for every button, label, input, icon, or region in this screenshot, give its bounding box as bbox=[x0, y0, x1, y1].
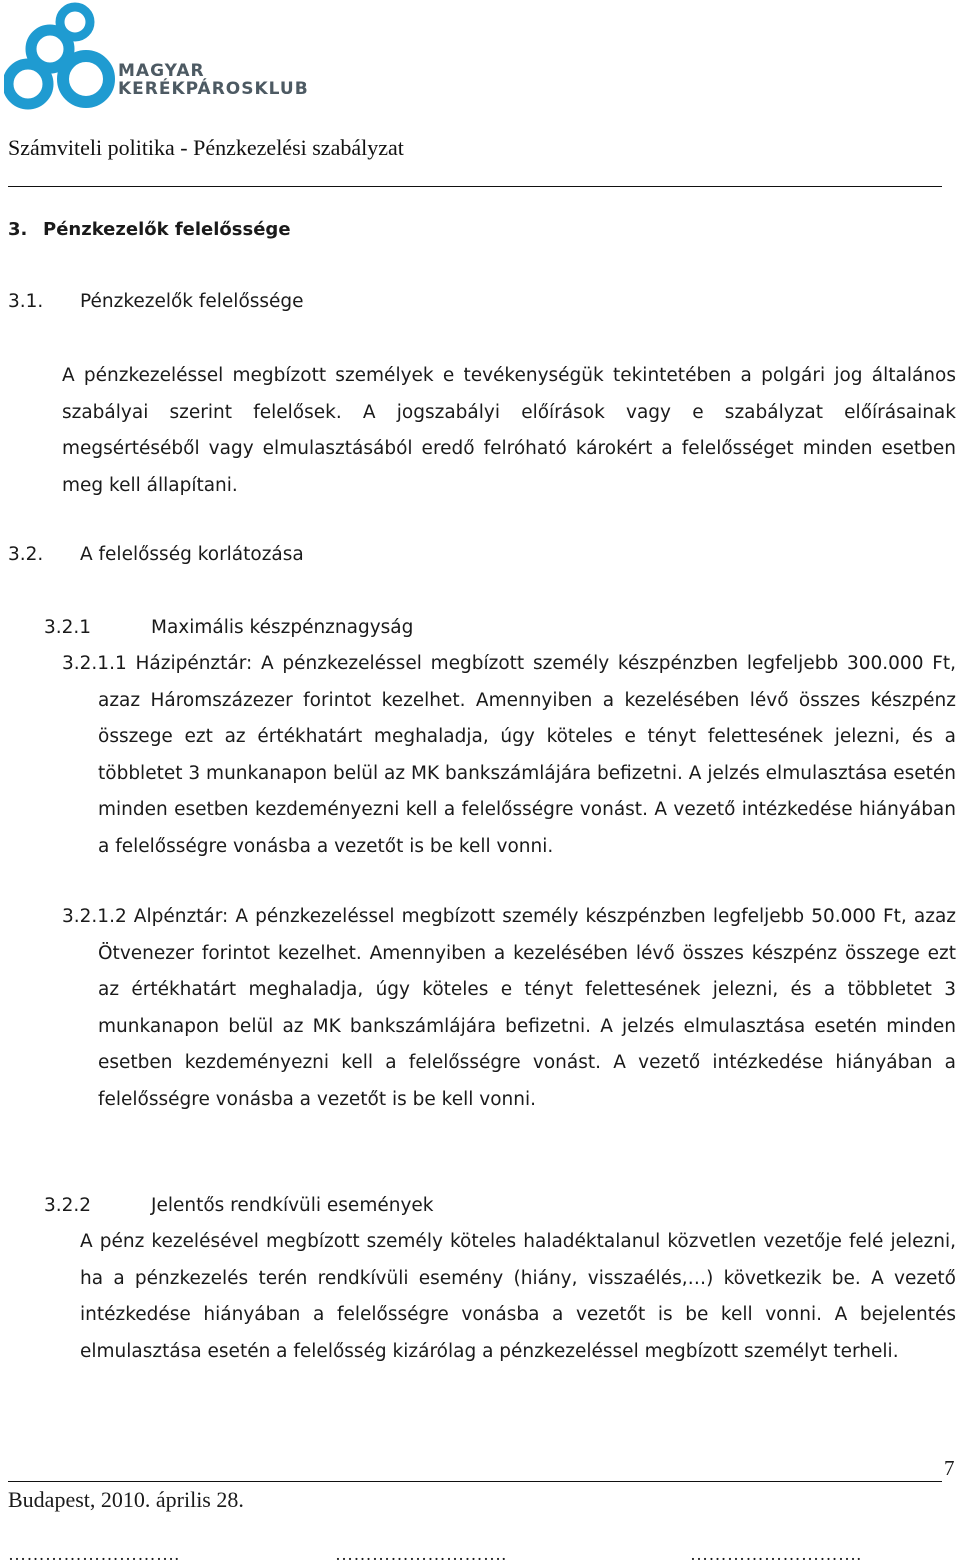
section-3-2-2-paragraph: A pénz kezelésével megbízott személy köteles haladéktalanul közvetlen vezetője felé jelezni, ha a pénzkezelés terén rendkívüli esemény (hiány, visszaélés,…) következik be. A vezető intézkedése hiányában a felelősségre vonásba a vezetőt is be kell vonni. A bejelentés elmulasztása esetén a felelősség kizárólag a pénzkezeléssel megbízott személyt terheli. bbox=[80, 1231, 956, 1362]
section-3-1-number: 3.1. bbox=[8, 291, 44, 312]
footer-place-date: Budapest, 2010. április 28. bbox=[8, 1487, 244, 1512]
signature-line-2: ………………………. bbox=[335, 1544, 507, 1564]
section-3-2-1-number: 3.2.1 bbox=[44, 617, 92, 638]
club-logo-icon bbox=[4, 2, 116, 112]
signature-line-1: ………………………. bbox=[8, 1544, 180, 1564]
section-3-number: 3. bbox=[8, 219, 28, 240]
header-divider bbox=[8, 186, 942, 187]
section-3-2-1-2-paragraph: 3.2.1.2 Alpénztár: A pénzkezeléssel megbízott személy készpénzben legfeljebb 50.000 Ft, azaz Ötvenezer forintot kezelhet. Amennyiben a kezelésében lévő összes készpénz összege ezt az értékhatárt meghaladja, úgy köteles e tényt felettesének jelezni, és a többletet 3 munkanapon belül az MK bankszámlájára befizetni. A jelzés elmulasztása esetén minden esetben kezdeményezni kell a felelősségre vonást. A vezető intézkedése hiányában a felelősségre vonásba a vezetőt is be kell vonni. bbox=[62, 906, 956, 1110]
section-3-2-1-title: Maximális készpénznagyság bbox=[151, 617, 414, 638]
footer-divider bbox=[8, 1481, 942, 1482]
logo-text-line2: KERÉKPÁROSKLUB bbox=[118, 79, 309, 99]
section-3-2-2-number: 3.2.2 bbox=[44, 1195, 92, 1216]
section-3-1-title: Pénzkezelők felelőssége bbox=[80, 291, 304, 312]
section-3-title: Pénzkezelők felelőssége bbox=[43, 219, 291, 240]
signature-line-3: ………………………. bbox=[690, 1544, 862, 1564]
section-3-1-paragraph: A pénzkezeléssel megbízott személyek e tevékenységük tekintetében a polgári jog általános szabályai szerint felelősek. A jogszabályi előírások vagy e szabályzat előírásainak megsértéséből vagy elmulasztásából eredő felróható károkért a felelősséget minden esetben meg kell állapítani. bbox=[62, 365, 956, 496]
logo-text-line1: MAGYAR bbox=[118, 61, 205, 81]
section-3-2-title: A felelősség korlátozása bbox=[80, 544, 304, 565]
section-3-2-number: 3.2. bbox=[8, 544, 44, 565]
section-3-2-1-1-paragraph: 3.2.1.1 Házipénztár: A pénzkezeléssel megbízott személy készpénzben legfeljebb 300.000 Ft, azaz Háromszázezer forintot kezelhet. Amennyiben a kezelésében lévő összes készpénz összege ezt az értékhatárt meghaladja, úgy köteles e tényt felettesének jelezni, és a többletet 3 munkanapon belül az MK bankszámlájára befizetni. A jelzés elmulasztása esetén minden esetben kezdeményezni kell a felelősségre vonást. A vezető intézkedése hiányában a felelősségre vonásba a vezetőt is be kell vonni. bbox=[62, 653, 956, 857]
document-header-title: Számviteli politika - Pénzkezelési szabályzat bbox=[8, 135, 404, 160]
section-3-2-2-title: Jelentős rendkívüli események bbox=[151, 1195, 434, 1216]
page-number: 7 bbox=[944, 1456, 955, 1480]
